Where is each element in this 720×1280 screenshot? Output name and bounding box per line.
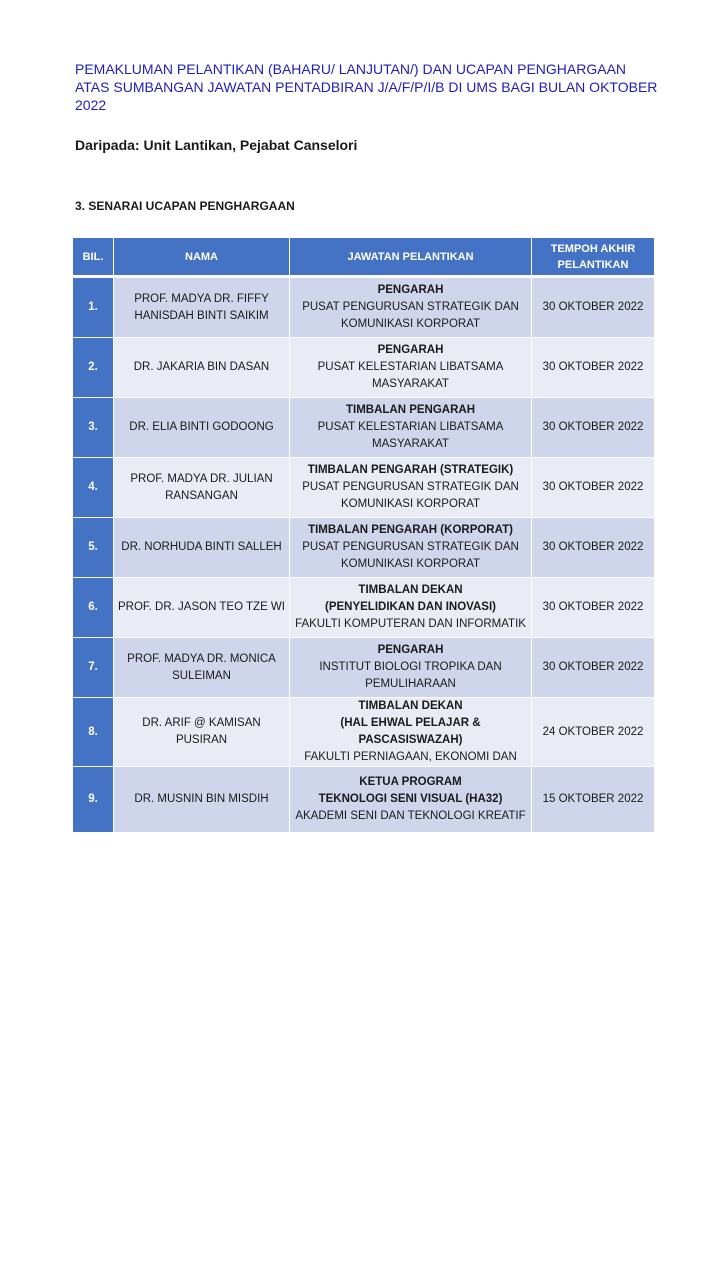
position-unit: PUSAT KELESTARIAN LIBATSAMA <box>317 361 504 373</box>
table-row <box>73 458 655 518</box>
table-body <box>73 277 655 833</box>
table-row <box>73 578 655 638</box>
position-title: TIMBALAN PENGARAH (STRATEGIK) <box>307 464 514 476</box>
name-line: SULEIMAN <box>172 669 231 682</box>
table-row <box>73 338 655 398</box>
appointment-end-date: 30 OKTOBER 2022 <box>532 398 655 458</box>
position-unit: PUSAT PENGURUSAN STRATEGIK DAN <box>302 301 519 313</box>
appointee-name <box>114 578 290 638</box>
appointment-position <box>290 578 532 638</box>
page-title <box>75 60 658 114</box>
appointment-end-date: 30 OKTOBER 2022 <box>532 277 655 338</box>
title-line-2: ATAS SUMBANGAN JAWATAN PENTADBIRAN J/A/F/P/I/B DI UMS BAGI BULAN OKTOBER <box>75 79 658 95</box>
row-number: 9. <box>73 767 114 833</box>
position-title: TIMBALAN DEKAN <box>358 584 463 596</box>
position-unit: PEMULIHARAAN <box>365 678 456 690</box>
position-unit: AKADEMI SENI DAN TEKNOLOGI KREATIF <box>295 810 526 822</box>
name-line: HANISDAH BINTI SAIKIM <box>134 309 269 322</box>
appointment-end-date: 30 OKTOBER 2022 <box>532 578 655 638</box>
position-title: TEKNOLOGI SENI VISUAL (HA32) <box>318 793 503 805</box>
position-unit: KOMUNIKASI KORPORAT <box>340 498 481 510</box>
name-line: PROF. MADYA DR. MONICA <box>127 652 276 665</box>
position-title: KETUA PROGRAM <box>359 776 462 788</box>
table-row <box>73 767 655 833</box>
appointee-name <box>114 458 290 518</box>
appointment-end-date: 15 OKTOBER 2022 <box>532 767 655 833</box>
name-line: PROF. DR. JASON TEO TZE WI <box>118 601 285 613</box>
header-bil: BIL. <box>73 238 114 277</box>
section-heading: 3. SENARAI UCAPAN PENGHARGAAN <box>75 199 295 213</box>
appointee-name <box>114 398 290 458</box>
table-row <box>73 518 655 578</box>
appointment-end-date: 30 OKTOBER 2022 <box>532 638 655 698</box>
position-title: TIMBALAN PENGARAH (KORPORAT) <box>308 524 513 536</box>
row-number: 8. <box>73 698 114 767</box>
header-tempoh <box>532 238 655 277</box>
position-unit: MASYARAKAT <box>372 378 449 390</box>
appointment-position <box>290 698 532 767</box>
position-unit: INSTITUT BIOLOGI TROPIKA DAN <box>319 661 502 673</box>
row-number: 4. <box>73 458 114 518</box>
position-unit: PUSAT PENGURUSAN STRATEGIK DAN <box>302 541 519 553</box>
appointee-name <box>114 638 290 698</box>
name-line: RANSANGAN <box>165 489 238 502</box>
appointee-name <box>114 338 290 398</box>
position-title: TIMBALAN DEKAN <box>358 700 463 712</box>
name-line: DR. MUSNIN BIN MISDIH <box>134 793 269 805</box>
position-unit: MASYARAKAT <box>372 438 449 450</box>
appointee-name <box>114 767 290 833</box>
appointment-position <box>290 767 532 833</box>
position-title: TIMBALAN PENGARAH <box>345 404 476 416</box>
position-unit: PUSAT KELESTARIAN LIBATSAMA <box>317 421 504 433</box>
name-line: PROF. MADYA DR. FIFFY <box>134 292 269 305</box>
position-title: (PENYELIDIKAN DAN INOVASI) <box>324 601 497 613</box>
position-title: PENGARAH <box>377 644 444 656</box>
appointment-position <box>290 638 532 698</box>
appreciation-table <box>72 237 655 833</box>
table-row <box>73 398 655 458</box>
appointment-position <box>290 398 532 458</box>
row-number: 5. <box>73 518 114 578</box>
position-title: (HAL EHWAL PELAJAR & PASCASISWAZAH) <box>340 717 481 746</box>
name-line: DR. JAKARIA BIN DASAN <box>133 361 270 373</box>
name-line: DR. ELIA BINTI GODOONG <box>129 421 274 433</box>
appointment-end-date: 30 OKTOBER 2022 <box>532 458 655 518</box>
appointment-position <box>290 458 532 518</box>
position-title: PENGARAH <box>377 284 444 296</box>
row-number: 1. <box>73 277 114 338</box>
appointment-end-date: 24 OKTOBER 2022 <box>532 698 655 767</box>
name-line: DR. NORHUDA BINTI SALLEH <box>121 541 282 553</box>
row-number: 3. <box>73 398 114 458</box>
appointment-position <box>290 277 532 338</box>
header-tempoh-line-1: TEMPOH AKHIR <box>550 242 636 255</box>
appointment-end-date: 30 OKTOBER 2022 <box>532 338 655 398</box>
table-row <box>73 277 655 338</box>
appointee-name <box>114 698 290 767</box>
row-number: 7. <box>73 638 114 698</box>
title-line-3: 2022 <box>75 97 107 113</box>
position-unit: FAKULTI PERNIAGAAN, EKONOMI DAN <box>304 751 517 763</box>
row-number: 2. <box>73 338 114 398</box>
position-unit: FAKULTI KOMPUTERAN DAN INFORMATIK <box>295 618 526 630</box>
title-line-1: PEMAKLUMAN PELANTIKAN (BAHARU/ LANJUTAN/) DAN UCAPAN PENGHARGAAN <box>75 61 627 77</box>
position-unit: KOMUNIKASI KORPORAT <box>340 558 481 570</box>
table-row <box>73 638 655 698</box>
table-row <box>73 698 655 767</box>
header-jawatan: JAWATAN PELANTIKAN <box>290 238 532 277</box>
header-tempoh-line-2: PELANTIKAN <box>557 258 629 271</box>
position-unit: PUSAT PENGURUSAN STRATEGIK DAN <box>302 481 519 493</box>
sender-line: Daripada: Unit Lantikan, Pejabat Canselori <box>75 137 358 153</box>
appointee-name <box>114 277 290 338</box>
appointment-position <box>290 518 532 578</box>
name-line: DR. ARIF @ KAMISAN PUSIRAN <box>142 717 261 746</box>
name-line: PROF. MADYA DR. JULIAN <box>130 472 273 485</box>
table-header-row <box>73 238 655 277</box>
row-number: 6. <box>73 578 114 638</box>
position-unit: KOMUNIKASI KORPORAT <box>340 318 481 330</box>
header-nama: NAMA <box>114 238 290 277</box>
appointment-position <box>290 338 532 398</box>
appointment-end-date: 30 OKTOBER 2022 <box>532 518 655 578</box>
appointee-name <box>114 518 290 578</box>
position-title: PENGARAH <box>377 344 444 356</box>
